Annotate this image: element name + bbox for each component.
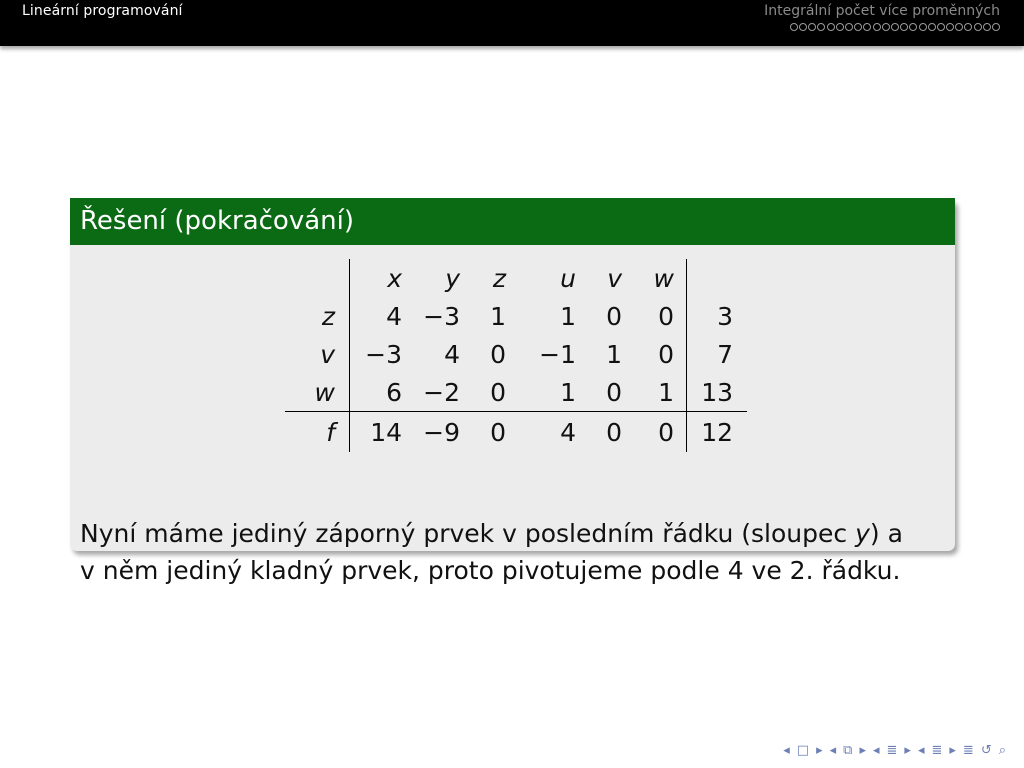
column-header: x (350, 259, 403, 297)
corner-cell (285, 259, 350, 297)
slide-dot[interactable] (817, 23, 825, 31)
tableau-rhs-cell: 12 (687, 412, 748, 453)
slide-dot[interactable] (983, 23, 991, 31)
tableau-cell: −9 (423, 417, 460, 447)
slide-dot[interactable] (955, 23, 963, 31)
row-label: v (320, 339, 335, 369)
presentation-title[interactable]: Integrální počet více proměnných (764, 3, 1000, 19)
slide-dot[interactable] (836, 23, 844, 31)
slide-dot[interactable] (854, 23, 862, 31)
tableau-cell: 0 (658, 417, 674, 447)
nav-prev-frame-icon[interactable]: ◂ (829, 743, 837, 758)
row-label: f (326, 417, 335, 447)
tableau-cell: −3 (423, 301, 460, 331)
slide-dot[interactable] (919, 23, 927, 31)
slide-dot[interactable] (909, 23, 917, 31)
slide-dot[interactable] (992, 23, 1000, 31)
tableau-cell: 0 (606, 417, 622, 447)
slide-dot[interactable] (900, 23, 908, 31)
slide-dot[interactable] (808, 23, 816, 31)
tableau-cell: 0 (490, 417, 506, 447)
explanation-line1-start: Nyní máme jediný záporný prvek v posledním řádku (sloupec (80, 519, 856, 548)
nav-prev-subsection-icon[interactable]: ◂ (872, 743, 880, 758)
slide-dot[interactable] (790, 23, 798, 31)
tableau-rhs-cell: 3 (687, 297, 748, 335)
column-header: y (445, 263, 460, 293)
tableau-cell: −3 (350, 335, 403, 373)
block-title: Řešení (pokračování) (70, 198, 955, 245)
tableau-objective-row (285, 412, 747, 453)
column-header: w (653, 263, 674, 293)
tableau-row (285, 335, 747, 373)
column-header: z (492, 263, 506, 293)
explanation-line1-end: ) a (869, 519, 903, 548)
column-header: v (607, 263, 622, 293)
slide-dot[interactable] (799, 23, 807, 31)
section-title[interactable]: Lineární programování (22, 3, 183, 19)
row-label: z (321, 301, 335, 331)
tableau-cell: 1 (622, 373, 687, 412)
tableau-cell: 0 (606, 301, 622, 331)
tableau-row (285, 373, 747, 412)
slide-dot[interactable] (928, 23, 936, 31)
nav-next-subsection-icon[interactable]: ▸ (904, 743, 911, 758)
nav-search-icon[interactable]: ⌕ (998, 743, 1006, 758)
tableau-cell: 1 (606, 339, 622, 369)
tableau-cell: 4 (560, 417, 576, 447)
slide-dot[interactable] (873, 23, 881, 31)
tableau-cell: 0 (490, 339, 506, 369)
tableau-cell: 0 (460, 373, 506, 412)
explanation-variable: y (855, 519, 870, 548)
tableau-cell: 0 (658, 339, 674, 369)
tableau-cell: 6 (350, 373, 403, 412)
nav-back-icon[interactable]: ↺ (980, 743, 992, 758)
nav-next-slide-icon[interactable]: ▸ (816, 743, 823, 758)
nav-frame-icon[interactable]: ⧉ (843, 743, 853, 758)
tableau-cell: 1 (506, 373, 576, 412)
slide-dot[interactable] (863, 23, 871, 31)
slide-dot[interactable] (937, 23, 945, 31)
tableau-cell: 14 (350, 412, 403, 453)
column-header-rhs (687, 259, 748, 297)
tableau-row (285, 297, 747, 335)
tableau-cell: 4 (350, 297, 403, 335)
solution-block (70, 198, 955, 585)
slide-dot[interactable] (891, 23, 899, 31)
nav-prev-section-icon[interactable]: ◂ (917, 743, 925, 758)
slide-dot[interactable] (946, 23, 954, 31)
column-header: u (560, 263, 576, 293)
tableau-cell: 4 (444, 339, 460, 369)
tableau-cell: −2 (402, 373, 460, 412)
block-body (70, 245, 955, 585)
tableau-cell: 0 (576, 373, 622, 412)
tableau-rhs-cell: 7 (687, 335, 748, 373)
nav-next-frame-icon[interactable]: ▸ (859, 743, 866, 758)
tableau-cell: 0 (658, 301, 674, 331)
explanation-text (80, 515, 940, 589)
slide-dot[interactable] (827, 23, 835, 31)
tableau-cell: 1 (560, 301, 576, 331)
nav-next-section-icon[interactable]: ▸ (949, 743, 956, 758)
row-label: w (285, 373, 350, 412)
navigation-symbols (783, 743, 1006, 758)
simplex-tableau (285, 259, 747, 452)
slide-dot[interactable] (882, 23, 890, 31)
tableau-header-row (285, 259, 747, 297)
nav-subsection-icon[interactable]: ≣ (886, 743, 898, 758)
slide-progress-dots[interactable] (790, 23, 1000, 31)
slide-dot[interactable] (964, 23, 972, 31)
nav-document-icon[interactable]: ≣ (962, 743, 974, 758)
tableau-cell: −1 (539, 339, 576, 369)
explanation-line2: v něm jediný kladný prvek, proto pivotujeme podle 4 ve 2. řádku. (80, 556, 901, 585)
slide-dot[interactable] (974, 23, 982, 31)
nav-slide-icon[interactable]: □ (796, 743, 810, 758)
nav-prev-slide-icon[interactable]: ◂ (783, 743, 790, 758)
tableau-cell: 1 (490, 301, 506, 331)
nav-section-icon[interactable]: ≣ (931, 743, 943, 758)
slide-dot[interactable] (845, 23, 853, 31)
tableau-rhs-cell: 13 (687, 373, 748, 412)
headline-bar (0, 0, 1024, 46)
